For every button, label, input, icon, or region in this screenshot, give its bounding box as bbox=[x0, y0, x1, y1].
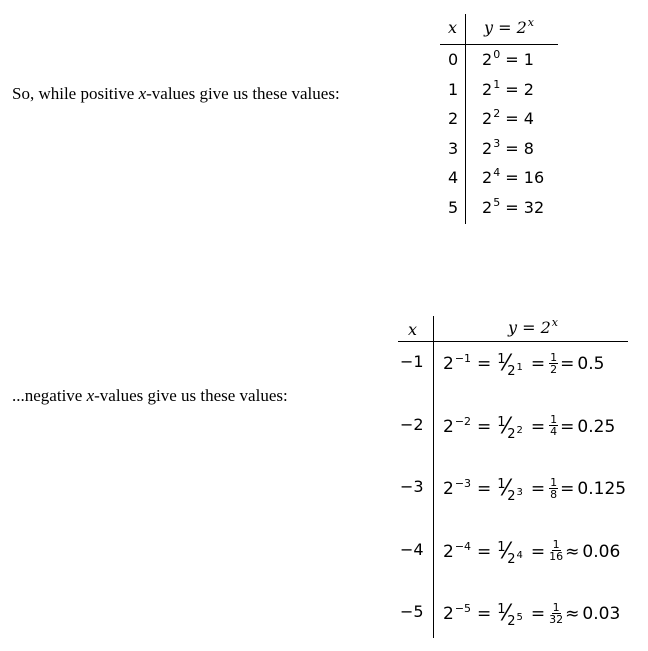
exponent: −2 bbox=[454, 414, 472, 428]
equals-sign: = bbox=[530, 416, 546, 437]
row-expression bbox=[443, 600, 621, 629]
row-expression bbox=[443, 350, 605, 379]
base: 2 bbox=[482, 109, 493, 128]
base: 2 bbox=[443, 541, 454, 562]
exponent: −5 bbox=[454, 602, 472, 615]
slash-fraction bbox=[497, 413, 523, 442]
equals-sign: = bbox=[477, 541, 492, 562]
row-expression bbox=[482, 168, 544, 187]
denominator-exponent: 5 bbox=[516, 612, 523, 623]
exponent: −1 bbox=[454, 352, 472, 365]
row-expression bbox=[482, 136, 534, 158]
base: 2 bbox=[482, 50, 493, 69]
exponent: 0 bbox=[493, 48, 501, 61]
header-y: $y = 2^x$ bbox=[508, 316, 559, 337]
stacked-fraction bbox=[549, 602, 563, 625]
base: 2 bbox=[443, 354, 454, 374]
header-divider bbox=[440, 44, 558, 45]
slash-denominator: 23 bbox=[507, 487, 523, 504]
row-x-value: 4 bbox=[448, 168, 459, 187]
equals-sign: = bbox=[530, 479, 546, 499]
row-x-value: 1 bbox=[448, 79, 459, 99]
header-x: x bbox=[448, 18, 458, 37]
stacked-fraction bbox=[549, 352, 558, 375]
x-variable: x bbox=[138, 84, 147, 103]
row-expression bbox=[482, 109, 534, 128]
row-expression bbox=[482, 195, 545, 217]
stacked-fraction bbox=[549, 477, 558, 500]
header-x: x bbox=[408, 320, 418, 339]
slash-denominator: 25 bbox=[507, 612, 523, 629]
denominator-exponent: 3 bbox=[516, 487, 523, 498]
row-expression bbox=[482, 50, 534, 69]
row-expression bbox=[443, 538, 621, 567]
row-expression bbox=[482, 77, 534, 99]
base: 2 bbox=[482, 197, 493, 217]
row-x-value: −5 bbox=[400, 602, 424, 621]
row-expression bbox=[443, 475, 627, 504]
fraction-denominator: 4 bbox=[550, 425, 558, 438]
result: = 2 bbox=[505, 79, 534, 99]
exponent: 2 bbox=[493, 107, 501, 120]
fraction-numerator: 1 bbox=[550, 413, 558, 426]
decimal-value: 0.06 bbox=[582, 541, 621, 562]
stacked-fraction bbox=[549, 414, 558, 437]
slash-denominator: 22 bbox=[507, 424, 523, 442]
relation-sign: = bbox=[560, 416, 575, 437]
relation-sign: ≈ bbox=[565, 541, 580, 562]
decimal-value: 0.5 bbox=[577, 354, 605, 374]
slash-denominator: 21 bbox=[507, 362, 523, 379]
row-x-value: −1 bbox=[400, 352, 424, 371]
fraction-numerator: 1 bbox=[552, 538, 560, 551]
base: 2 bbox=[443, 604, 454, 624]
fraction-denominator: 2 bbox=[550, 362, 558, 376]
base: 2 bbox=[482, 79, 493, 99]
negative-caption: ...negative x-values give us these values: bbox=[12, 386, 288, 405]
slash-fraction bbox=[497, 600, 523, 629]
decimal-value: 0.125 bbox=[577, 479, 627, 499]
result: = 1 bbox=[505, 50, 534, 69]
relation-sign: = bbox=[560, 479, 575, 499]
equals-sign: = bbox=[530, 354, 546, 374]
fraction-denominator: 32 bbox=[549, 612, 564, 626]
base: 2 bbox=[482, 138, 493, 158]
slash-numerator: 1 bbox=[497, 352, 506, 367]
slash-fraction bbox=[497, 475, 523, 504]
positive-caption: So, while positive x-values give us these values: bbox=[12, 84, 340, 103]
equals-sign: = bbox=[477, 354, 492, 374]
fraction-numerator: 1 bbox=[552, 600, 560, 614]
slash-numerator: 1 bbox=[497, 539, 506, 555]
fraction-numerator: 1 bbox=[550, 350, 558, 364]
row-x-value: 2 bbox=[448, 109, 459, 128]
exponent: 5 bbox=[493, 195, 501, 209]
exponent: 3 bbox=[493, 136, 501, 150]
result: = 16 bbox=[505, 168, 545, 187]
row-expression bbox=[443, 413, 616, 442]
row-x-value: −4 bbox=[400, 539, 424, 559]
relation-sign: ≈ bbox=[565, 604, 580, 624]
row-x-value: 5 bbox=[448, 197, 459, 217]
result: = 8 bbox=[505, 138, 534, 158]
stacked-fraction bbox=[549, 539, 563, 562]
slash-numerator: 1 bbox=[497, 414, 506, 430]
exponent: −3 bbox=[454, 477, 472, 490]
base: 2 bbox=[443, 479, 454, 499]
relation-sign: = bbox=[560, 354, 575, 374]
slash: ⁄ bbox=[504, 476, 509, 501]
x-variable: x bbox=[86, 386, 95, 405]
column-divider bbox=[465, 14, 466, 224]
fraction-denominator: 16 bbox=[549, 550, 564, 563]
slash-numerator: 1 bbox=[497, 477, 506, 492]
slash: ⁄ bbox=[504, 351, 509, 376]
equals-sign: = bbox=[477, 416, 492, 437]
row-x-value: −3 bbox=[400, 477, 424, 496]
equals-sign: = bbox=[477, 479, 492, 499]
column-divider bbox=[433, 316, 434, 638]
decimal-value: 0.25 bbox=[577, 416, 616, 437]
slash-fraction bbox=[497, 350, 523, 379]
equals-sign: = bbox=[530, 541, 546, 562]
decimal-value: 0.03 bbox=[582, 604, 621, 624]
base: 2 bbox=[482, 168, 493, 187]
slash-denominator: 24 bbox=[507, 549, 523, 567]
slash: ⁄ bbox=[504, 601, 509, 626]
row-x-value: 0 bbox=[448, 50, 459, 69]
header-y: $y = 2^x$ bbox=[484, 16, 535, 37]
row-x-value: −2 bbox=[400, 414, 424, 434]
slash-numerator: 1 bbox=[497, 602, 506, 617]
positive-values-table bbox=[440, 14, 560, 224]
equals-sign: = bbox=[530, 604, 546, 624]
slash-fraction bbox=[497, 538, 523, 567]
denominator-exponent: 4 bbox=[516, 549, 523, 561]
result: = 4 bbox=[505, 109, 534, 128]
slash: ⁄ bbox=[504, 538, 509, 564]
fraction-denominator: 8 bbox=[550, 487, 558, 501]
denominator-exponent: 2 bbox=[516, 424, 523, 436]
row-x-value: 3 bbox=[448, 138, 459, 158]
exponent: 1 bbox=[493, 77, 501, 91]
exponent: −4 bbox=[454, 539, 472, 553]
fraction-numerator: 1 bbox=[550, 475, 558, 489]
negative-values-table bbox=[398, 316, 628, 638]
slash: ⁄ bbox=[504, 413, 509, 439]
equals-sign: = bbox=[477, 604, 492, 624]
result: = 32 bbox=[505, 197, 545, 217]
denominator-exponent: 1 bbox=[516, 362, 523, 373]
base: 2 bbox=[443, 416, 454, 437]
exponent: 4 bbox=[493, 166, 501, 179]
